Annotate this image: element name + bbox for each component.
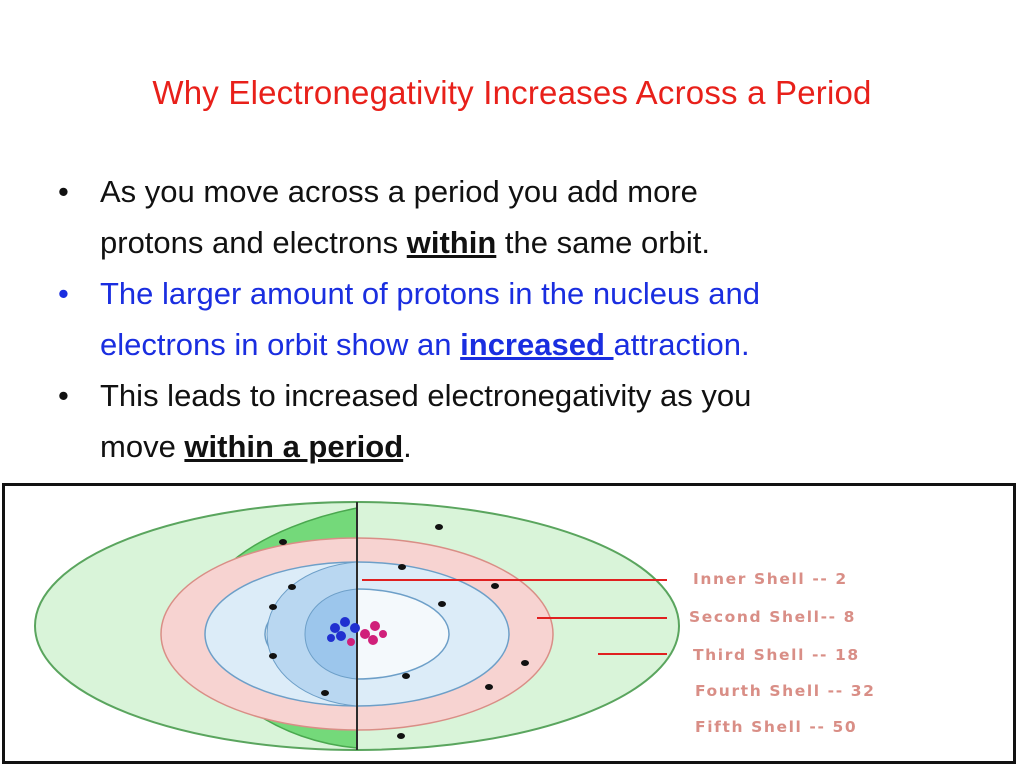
bullet-dot: • — [58, 174, 69, 209]
slide-title: Why Electronegativity Increases Across a Period — [152, 74, 872, 111]
bullet-2-text: electrons in orbit show an — [100, 327, 461, 362]
bullet-1-text-end: the same orbit. — [496, 225, 710, 260]
atom-diagram-svg — [5, 486, 1013, 761]
shell-label-second: Second Shell-- 8 — [689, 608, 857, 626]
electron — [435, 524, 443, 530]
electron — [485, 684, 493, 690]
bullet-1-text: protons and electrons — [100, 225, 407, 260]
electron — [269, 653, 277, 659]
bullet-item-3 — [56, 370, 986, 472]
shell-label-fifth: Fifth Shell -- 50 — [695, 718, 858, 736]
electron — [521, 660, 529, 666]
electron — [438, 601, 446, 607]
atom-shell-diagram — [2, 483, 1016, 764]
bullet-item-2 — [56, 268, 986, 370]
bullet-3-text-end: . — [403, 429, 412, 464]
bullet-dot: • — [58, 378, 69, 413]
bullet-list — [56, 166, 986, 472]
bullet-3-text: move — [100, 429, 185, 464]
electron — [398, 564, 406, 570]
electron — [288, 584, 296, 590]
electron — [279, 539, 287, 545]
bullet-1-line-1: As you move across a period you add more — [100, 174, 698, 209]
shell-label-third: Third Shell -- 18 — [693, 646, 860, 664]
bullet-2-text-end: attraction. — [613, 327, 750, 362]
electron — [402, 673, 410, 679]
bullet-1-emphasis: within — [406, 225, 497, 260]
bullet-2-emphasis: increased — [460, 327, 614, 362]
bullet-2-line-1: The larger amount of protons in the nucleus and — [100, 276, 761, 311]
bullet-item-1 — [56, 166, 986, 268]
bullet-dot: • — [58, 276, 69, 311]
bullet-3-line-1: This leads to increased electronegativity as you — [100, 378, 752, 413]
electron — [321, 690, 329, 696]
electron — [491, 583, 499, 589]
shell-label-inner: Inner Shell -- 2 — [693, 570, 848, 588]
electron — [269, 604, 277, 610]
shell-label-fourth: Fourth Shell -- 32 — [695, 682, 876, 700]
electron — [397, 733, 405, 739]
bullet-3-emphasis: within a period — [184, 429, 404, 464]
